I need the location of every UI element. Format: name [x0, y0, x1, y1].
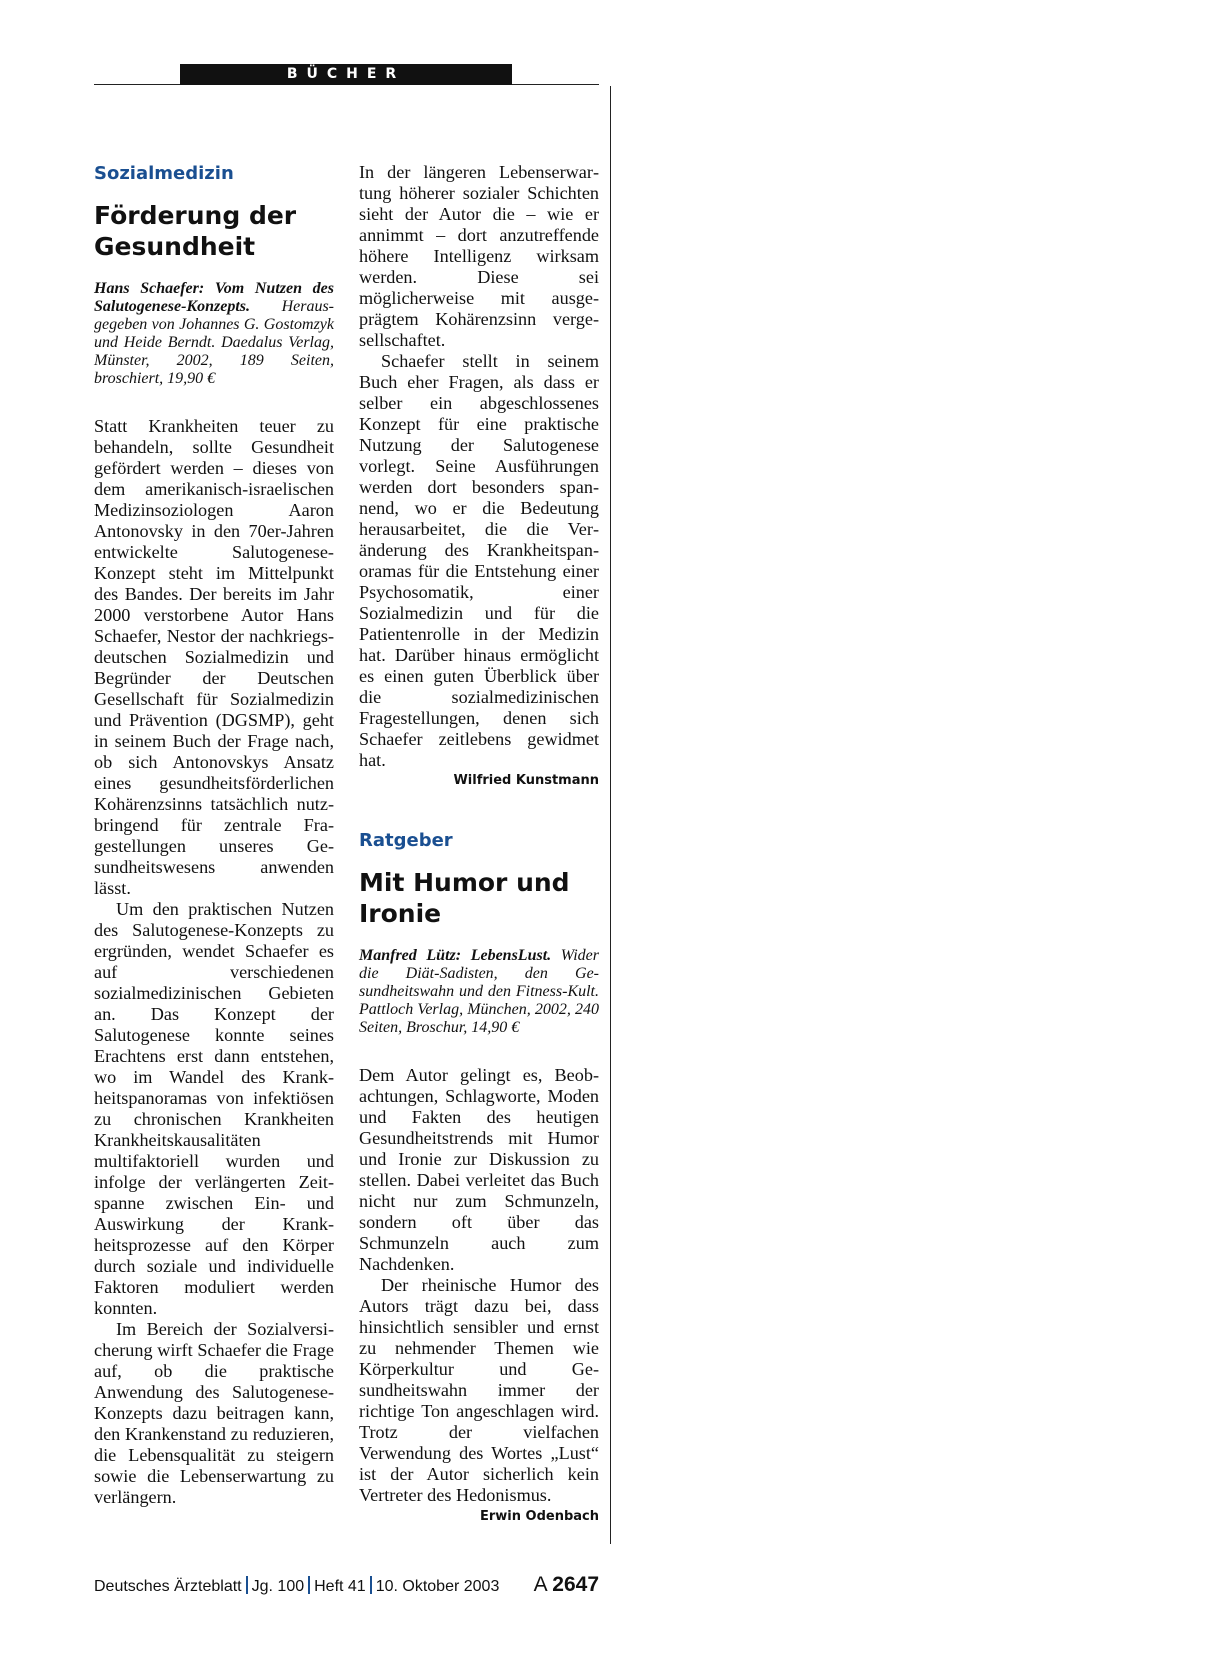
article1-paragraph: Um den praktischen Nutzen des Salutogenese-Konzepts zu ergründen, wendet Schaefer es auf verschiedenen sozialmedizinischen Gebieten an. Das Konzept der Salutogenese konnte seines Erachtens erst dann entstehen, wo im Wandel des Krankheitspanoramas von infektiösen zu chronischen Krankheiten Krankheitskausalitäten multifaktoriell wurden und infolge der verlängerten Zeitspanne zwischen Ein- und Auswirkung der Krankheitsprozesse auf den Körper durch soziale und individuelle Faktoren moduliert werden konnten. — [94, 899, 334, 1318]
article2-author: Erwin Odenbach — [479, 1509, 599, 1524]
column-right — [359, 162, 599, 1527]
article1-biblio-title: Hans Schaefer: Vom Nutzen des Salutogenese-Konzepts. — [94, 280, 334, 315]
footer-issue: Heft 41 — [314, 1578, 366, 1595]
article2-body — [359, 1065, 599, 1524]
footer-journal: Deutsches Ärzteblatt — [94, 1578, 242, 1595]
page-number — [534, 1573, 599, 1597]
article1-biblio-details: Herausgegeben von Johannes G. Gostomzyk und Heide Berndt. Daedalus Verlag, Münster, 2002, 189 Seiten, broschiert, 19,90 € — [94, 298, 334, 387]
footer-separator — [308, 1576, 310, 1594]
article1-body-left — [94, 416, 334, 1508]
section-header: BÜCHER — [180, 64, 512, 85]
column-left — [94, 162, 334, 1508]
article2-biblio-details: Wider die Diät-Sadisten, den Gesundheitswahn und den Fitness-Kult. Pattloch Verlag, München, 2002, 240 Seiten, Broschur, 14,90 € — [359, 947, 599, 1036]
article1-paragraph: In der längeren Lebenserwartung höherer sozialer Schichten sieht der Autor die – wie er annimmt – dort anzutreffende höhere Intelligenz wirksam werden. Diese sei möglicherweise mit ausgeprägtem Kohärenzsinn vergesellschaftet. — [359, 162, 599, 350]
article1-paragraph: Statt Krankheiten teuer zu behandeln, sollte Gesundheit gefördert werden – dieses von dem amerikanisch-israelischen Medizinsoziologen Aaron Antonovsky in den 70er-Jahren entwickelte Salutogenese-Konzept steht im Mittelpunkt des Bandes. Der bereits im Jahr 2000 verstorbene Autor Hans Schaefer, Nestor der nachkriegsdeutschen Sozialmedizin und Begründer der Deutschen Gesellschaft für Sozialmedizin und Prävention (DGSMP), geht in seinem Buch der Frage nach, ob sich Antonovskys Ansatz eines gesundheitsförderlichen Kohärenzsinns tatsächlich nutzbringend für zentrale Fragestellungen unseres Gesundheitswesens anwenden lässt. — [94, 416, 334, 898]
article2-paragraph: Dem Autor gelingt es, Beobachtungen, Schlagworte, Moden und Fakten des heutigen Gesundheitstrends mit Humor und Ironie zur Diskussion zu stellen. Dabei verleitet das Buch nicht nur zum Schmunzeln, sondern oft über das Schmunzeln auch zum Nachdenken. — [359, 1065, 599, 1274]
article2-paragraph-last — [359, 1275, 599, 1524]
article2-category: Ratgeber — [359, 830, 453, 851]
article2-bibliography — [359, 947, 599, 1037]
article1-author: Wilfried Kunstmann — [453, 773, 599, 788]
article1-paragraph: Schaefer stellt in seinem Buch eher Fragen, als dass er selber ein abgeschlossenes Konzept für eine praktische Nutzung der Salutogenese vorlegt. Seine Ausführungen werden dort besonders spannend, wo er die Bedeutung herausarbeitet, die die Veränderung des Krankheitspanoramas für die Entstehung einer Psychosomatik, einer Sozialmedizin und für die Patientenrolle in der Medizin hat. Darüber hinaus ermöglicht es einen guten Überblick über die sozialmedizinischen Fragestellungen, denen sich Schaefer zeitlebens gewidmet hat. — [359, 351, 599, 770]
article1-category: Sozialmedizin — [94, 163, 234, 184]
footer-separator — [246, 1576, 248, 1594]
footer-date: 10. Oktober 2003 — [375, 1578, 500, 1595]
page-footer — [94, 1573, 599, 1596]
column-rule — [610, 86, 611, 1544]
article1-bibliography — [94, 280, 334, 388]
page-prefix: A — [533, 1573, 553, 1596]
page-number-value: 2647 — [552, 1573, 599, 1596]
article2-headline: Mit Humor und Ironie — [359, 868, 570, 928]
footer-volume: Jg. 100 — [251, 1578, 305, 1595]
article1-body-right — [359, 162, 599, 771]
footer-separator — [370, 1576, 372, 1594]
article1-paragraph: Im Bereich der Sozialversicherung wirft Schaefer die Frage auf, ob die praktische Anwendung des Salutogenese-Konzepts dazu beitragen kann, den Krankenstand zu reduzieren, die Lebensqualität zu steigern sowie die Lebenserwartung zu verlängern. — [94, 1319, 334, 1507]
article1-headline: Förderung der Gesundheit — [94, 201, 297, 261]
article2-paragraph-text: Der rheinische Humor des Autors trägt dazu bei, dass hinsichtlich sensibler und ernst zu nehmender Themen wie Körperkultur und Gesundheitswahn immer der richtige Ton angeschlagen wird. Trotz der vielfachen Verwendung des Wortes „Lust“ ist der Autor sicherlich kein Vertreter des Hedonismus. — [359, 1275, 599, 1505]
article2-biblio-title: Manfred Lütz: LebensLust. — [359, 947, 552, 964]
